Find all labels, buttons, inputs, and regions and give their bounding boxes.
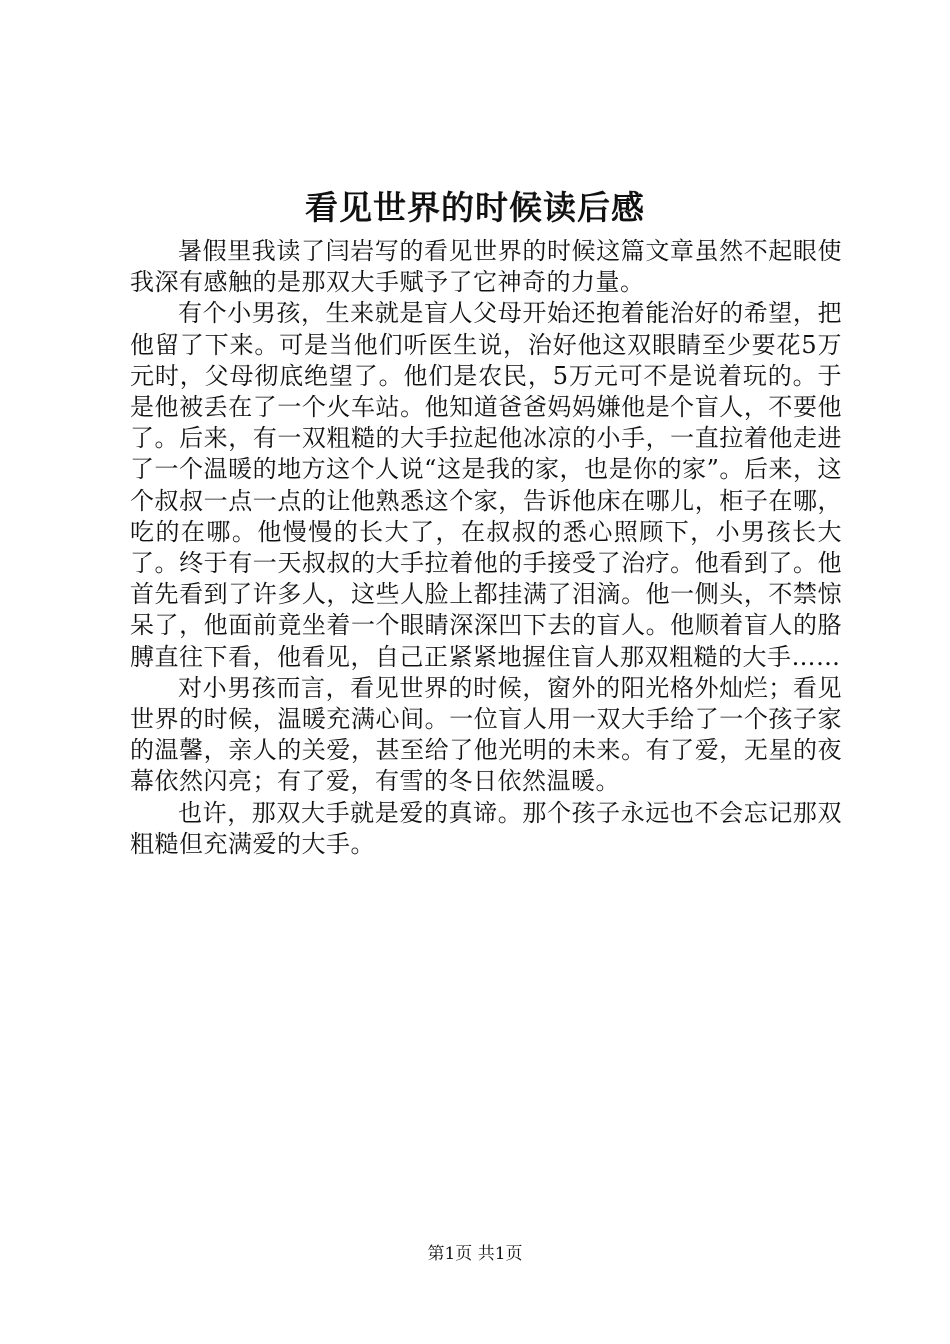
page-footer: 第1页 共1页 xyxy=(427,1244,523,1264)
document-body xyxy=(130,236,842,860)
document-title: 看见世界的时候读后感 xyxy=(305,188,645,227)
paragraph-3: 对小男孩而言，看见世界的时候，窗外的阳光格外灿烂；看见世界的时候，温暖充满心间。一位盲人用一双大手给了一个孩子家的温馨，亲人的关爱，甚至给了他光明的未来。有了爱，无星的夜幕依然闪亮；有了爱，有雪的冬日依然温暖。 xyxy=(130,673,842,796)
paragraph-2: 有个小男孩，生来就是盲人父母开始还抱着能治好的希望，把他留了下来。可是当他们听医生说，治好他这双眼睛至少要花5万元时，父母彻底绝望了。他们是农民，5万元可不是说着玩的。于是他被丢在了一个火车站。他知道爸爸妈妈嫌他是个盲人，不要他了。后来，有一双粗糙的大手拉起他冰凉的小手，一直拉着他走进了一个温暖的地方这个人说“这是我的家，也是你的家”。后来，这个叔叔一点一点的让他熟悉这个家，告诉他床在哪儿，柜子在哪，吃的在哪。他慢慢的长大了，在叔叔的悉心照顾下，小男孩长大了。终于有一天叔叔的大手拉着他的手接受了治疗。他看到了。他首先看到了许多人，这些人脸上都挂满了泪滴。他一侧头，不禁惊呆了，他面前竟坐着一个眼睛深深凹下去的盲人。他顺着盲人的胳膊直往下看，他看见，自己正紧紧地握住盲人那双粗糙的大手…… xyxy=(130,299,842,671)
paragraph-4: 也许，那双大手就是爱的真谛。那个孩子永远也不会忘记那双粗糙但充满爱的大手。 xyxy=(130,798,842,858)
paragraph-1: 暑假里我读了闫岩写的看见世界的时候这篇文章虽然不起眼使我深有感触的是那双大手赋予了它神奇的力量。 xyxy=(130,237,842,297)
